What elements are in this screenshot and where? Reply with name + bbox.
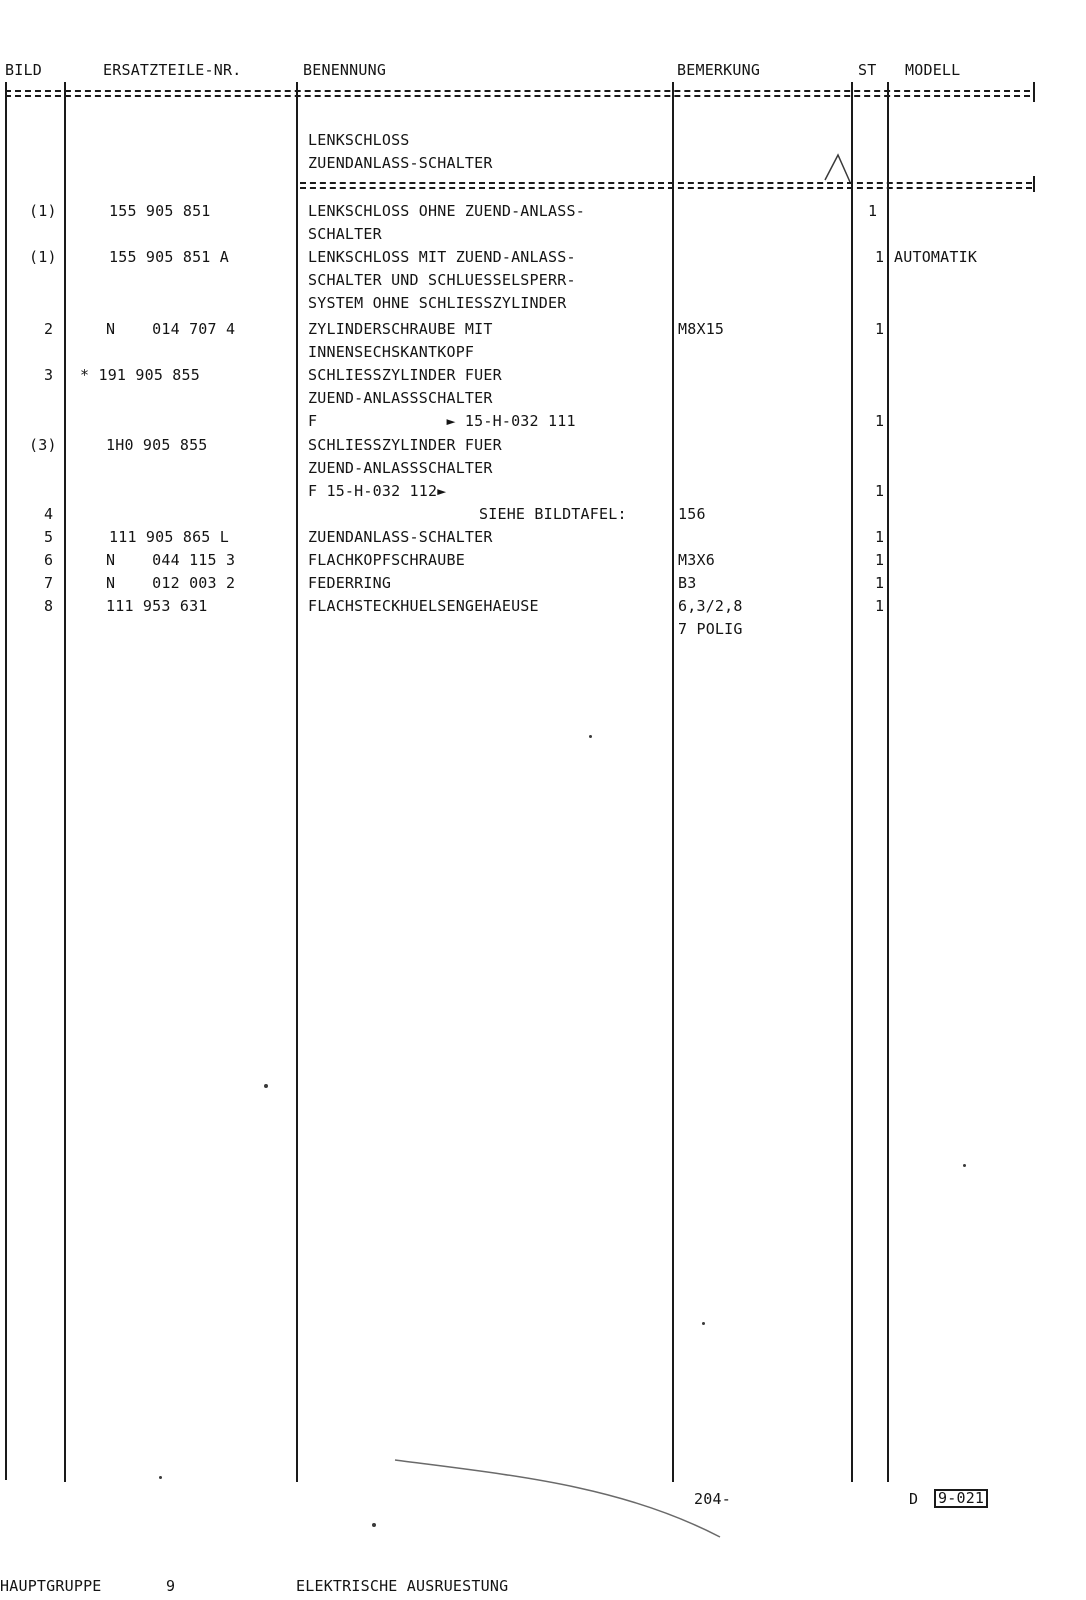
row-9-benennung: FEDERRING — [308, 574, 392, 592]
column-line-bemerkung — [851, 82, 853, 1482]
hauptgruppe-number: 9 — [166, 1577, 176, 1595]
row-4-benennung-line-2: ZUEND-ANLASSSCHALTER — [308, 389, 493, 407]
row-9-part-number: N 012 003 2 — [106, 574, 236, 592]
row-1-part-number: 155 905 851 — [109, 202, 211, 220]
row-3-st: 1 — [875, 320, 885, 338]
row-8-part-number: N 044 115 3 — [106, 551, 236, 569]
row-2-st: 1 — [875, 248, 885, 266]
scan-speck — [264, 1084, 268, 1088]
row-4-bild: 3 — [44, 366, 54, 384]
row-2-benennung-line-3: SYSTEM OHNE SCHLIESSZYLINDER — [308, 294, 567, 312]
column-line-nr — [296, 82, 298, 1482]
scan-speck — [702, 1322, 705, 1325]
hauptgruppe-name: ELEKTRISCHE AUSRUESTUNG — [296, 1577, 509, 1595]
row-9-st: 1 — [875, 574, 885, 592]
header-benennung: BENENNUNG — [303, 61, 387, 79]
row-1-bild: (1) — [29, 202, 57, 220]
row-3-benennung-line-2: INNENSECHSKANTKOPF — [308, 343, 475, 361]
header-st: ST — [858, 61, 877, 79]
column-line-benennung — [672, 82, 674, 1482]
row-7-part-number: 111 905 865 L — [109, 528, 229, 546]
row-3-part-number: N 014 707 4 — [106, 320, 236, 338]
page-code-prefix: D — [909, 1490, 919, 1508]
row-4-part-number: * 191 905 855 — [80, 366, 200, 384]
row-4-st: 1 — [875, 412, 885, 430]
header-bild: BILD — [5, 61, 42, 79]
page-code-box: 9-021 — [934, 1489, 988, 1508]
row-8-benennung: FLACHKOPFSCHRAUBE — [308, 551, 465, 569]
row-5-benennung-line-1: SCHLIESSZYLINDER FUER — [308, 436, 502, 454]
scan-speck — [589, 735, 592, 738]
scan-speck — [372, 1523, 376, 1527]
header-modell: MODELL — [905, 61, 961, 79]
row-5-benennung-line-2: ZUEND-ANLASSSCHALTER — [308, 459, 493, 477]
row-2-bild: (1) — [29, 248, 57, 266]
row-9-bild: 7 — [44, 574, 54, 592]
row-1-st: 1 — [868, 202, 878, 220]
row-5-st: 1 — [875, 482, 885, 500]
header-separator-bottom — [5, 95, 1030, 97]
row-5-benennung-line-3: F 15-H-032 112► — [308, 482, 447, 500]
row-1-benennung-line-2: SCHALTER — [308, 225, 382, 243]
column-line-bild — [64, 82, 66, 1482]
column-line-st — [887, 82, 889, 1482]
page-number: 204- — [694, 1490, 731, 1508]
row-2-modell: AUTOMATIK — [894, 248, 978, 266]
scan-speck — [159, 1476, 162, 1479]
row-10-bemerkung-line-1: 6,3/2,8 — [678, 597, 743, 615]
row-1-benennung-line-1: LENKSCHLOSS OHNE ZUEND-ANLASS- — [308, 202, 585, 220]
pen-stroke-mark — [390, 1455, 730, 1545]
row-3-benennung-line-1: ZYLINDERSCHRAUBE MIT — [308, 320, 493, 338]
row-2-part-number: 155 905 851 A — [109, 248, 229, 266]
row-3-bemerkung: M8X15 — [678, 320, 725, 338]
row-6-bild: 4 — [44, 505, 54, 523]
row-6-benennung: SIEHE BILDTAFEL: — [479, 505, 627, 523]
row-6-bemerkung: 156 — [678, 505, 706, 523]
section-title-line-2: ZUENDANLASS-SCHALTER — [308, 154, 493, 172]
row-7-bild: 5 — [44, 528, 54, 546]
row-10-part-number: 111 953 631 — [106, 597, 208, 615]
row-7-st: 1 — [875, 528, 885, 546]
row-10-st: 1 — [875, 597, 885, 615]
scan-speck — [963, 1164, 966, 1167]
row-8-st: 1 — [875, 551, 885, 569]
row-4-benennung-line-3: F ► 15-H-032 111 — [308, 412, 576, 430]
row-8-bild: 6 — [44, 551, 54, 569]
row-9-bemerkung: B3 — [678, 574, 697, 592]
row-5-bild: (3) — [29, 436, 57, 454]
header-separator-top — [5, 90, 1030, 92]
row-8-bemerkung: M3X6 — [678, 551, 715, 569]
section-title-line-1: LENKSCHLOSS — [308, 131, 410, 149]
row-7-benennung: ZUENDANLASS-SCHALTER — [308, 528, 493, 546]
row-2-benennung-line-1: LENKSCHLOSS MIT ZUEND-ANLASS- — [308, 248, 576, 266]
section-separator-end — [1033, 176, 1035, 192]
header-ersatzteile-nr: ERSATZTEILE-NR. — [103, 61, 242, 79]
row-10-bild: 8 — [44, 597, 54, 615]
column-line-right — [1033, 82, 1035, 102]
row-10-bemerkung-line-2: 7 POLIG — [678, 620, 743, 638]
section-separator-bottom — [300, 187, 1032, 189]
pen-tick-mark — [820, 150, 860, 190]
section-separator-top — [300, 182, 1032, 184]
column-line-left — [5, 82, 7, 1480]
row-4-benennung-line-1: SCHLIESSZYLINDER FUER — [308, 366, 502, 384]
row-2-benennung-line-2: SCHALTER UND SCHLUESSELSPERR- — [308, 271, 576, 289]
row-5-part-number: 1H0 905 855 — [106, 436, 208, 454]
header-bemerkung: BEMERKUNG — [677, 61, 761, 79]
row-10-benennung: FLACHSTECKHUELSENGEHAEUSE — [308, 597, 539, 615]
hauptgruppe-label: HAUPTGRUPPE — [0, 1577, 102, 1595]
row-3-bild: 2 — [44, 320, 54, 338]
